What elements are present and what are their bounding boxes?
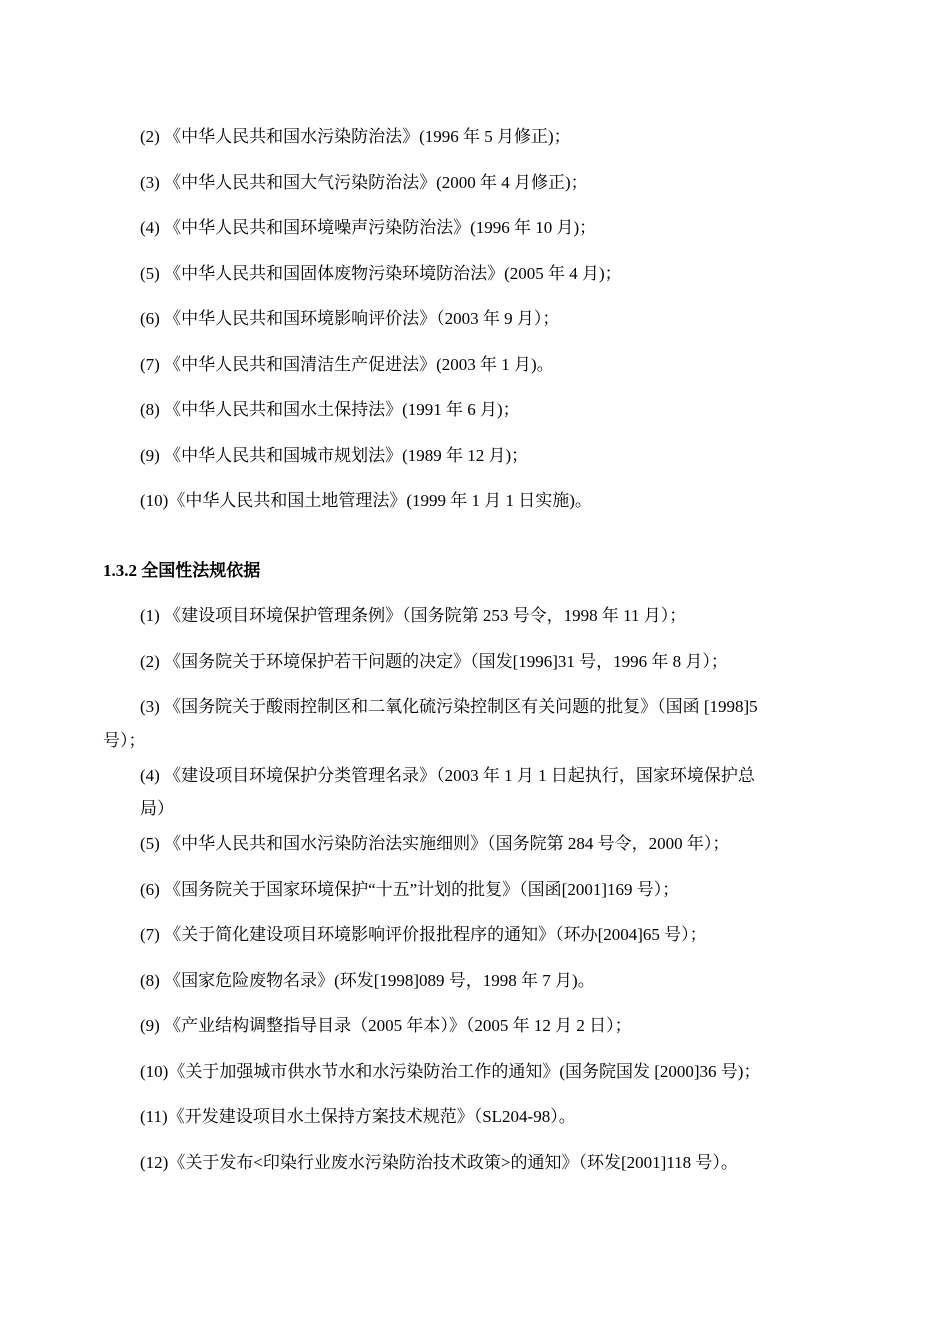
regulation-item: (3) 《国务院关于酸雨控制区和二氧化硫污染控制区有关问题的批复》（国函 [1998]5 xyxy=(140,697,758,716)
regulation-item: (9) 《产业结构调整指导目录（2005 年本）》（2005 年 12 月 2 日）； xyxy=(140,1016,632,1035)
regulation-item: (1) 《建设项目环境保护管理条例》（国务院第 253 号令，1998 年 11 月）； xyxy=(140,606,687,625)
law-item: (6) 《中华人民共和国环境影响评价法》（2003 年 9 月）； xyxy=(140,309,560,328)
law-item: (3) 《中华人民共和国大气污染防治法》(2000 年 4 月修正)； xyxy=(140,173,588,192)
law-item: (4) 《中华人民共和国环境噪声污染防治法》(1996 年 10 月)； xyxy=(140,218,597,237)
regulation-item: (10)《关于加强城市供水节水和水污染防治工作的通知》(国务院国发 [2000]36 号)； xyxy=(140,1062,761,1081)
section-heading: 1.3.2 全国性法规依据 xyxy=(103,561,261,580)
regulation-item: (8) 《国家危险废物名录》(环发[1998]089 号，1998 年 7 月)。 xyxy=(140,971,595,990)
regulation-item: (11)《开发建设项目水土保持方案技术规范》（SL204-98）。 xyxy=(140,1107,576,1126)
law-item: (2) 《中华人民共和国水污染防治法》(1996 年 5 月修正)； xyxy=(140,127,571,146)
regulation-item-continuation: 局） xyxy=(140,799,174,818)
regulation-item: (6) 《国务院关于国家环境保护“十五”计划的批复》（国函[2001]169 号）； xyxy=(140,880,680,899)
regulation-item: (5) 《中华人民共和国水污染防治法实施细则》（国务院第 284 号令，2000 年）； xyxy=(140,834,730,853)
law-item: (5) 《中华人民共和国固体废物污染环境防治法》(2005 年 4 月)； xyxy=(140,264,622,283)
law-item: (8) 《中华人民共和国水土保持法》(1991 年 6 月)； xyxy=(140,400,520,419)
law-item: (7) 《中华人民共和国清洁生产促进法》(2003 年 1 月)。 xyxy=(140,355,554,374)
law-item: (9) 《中华人民共和国城市规划法》(1989 年 12 月)； xyxy=(140,446,529,465)
regulation-item: (2) 《国务院关于环境保护若干问题的决定》（国发[1996]31 号，1996 年 8 月）； xyxy=(140,652,728,671)
regulation-item: (12)《关于发布<印染行业废水污染防治技术政策>的通知》（环发[2001]118 号）。 xyxy=(140,1153,738,1172)
regulation-item: (7) 《关于简化建设项目环境影响评价报批程序的通知》（环办[2004]65 号）； xyxy=(140,925,707,944)
law-item: (10)《中华人民共和国土地管理法》(1999 年 1 月 1 日实施)。 xyxy=(140,491,592,510)
regulation-item: (4) 《建设项目环境保护分类管理名录》（2003 年 1 月 1 日起执行，国家环境保护总 xyxy=(140,766,755,785)
regulation-item-continuation: 号）； xyxy=(103,731,146,750)
